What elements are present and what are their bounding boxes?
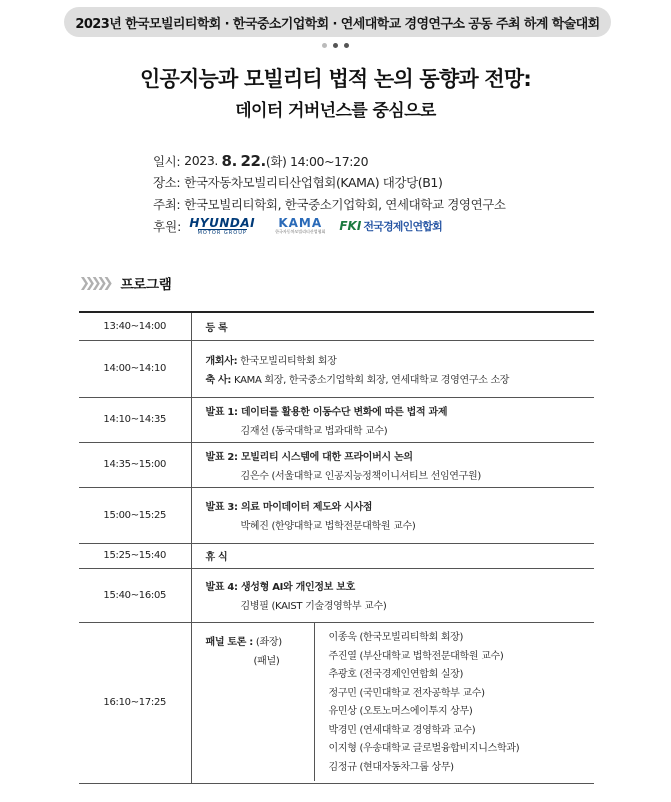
sponsor-label: 후원: [153,219,182,234]
conference-banner [64,7,611,37]
hyundai-logo [189,217,255,236]
banner-text: 2023년 한국모빌리티학회 · 한국중소기업학회 · 연세대학교 경영연구소 공동 주최 하계 학술대회 [75,16,600,32]
break-cell: 휴 식 [191,543,594,568]
page-dot-active[interactable] [333,43,338,48]
host-label: 주최: [153,196,181,212]
talk-title: 발표 1: 데이터를 활용한 이동수단 변화에 따른 법적 과제 [205,406,448,418]
talk-cell [191,442,594,487]
panel-member: 주진열 (부산대학교 법학전문대학원 교수) [328,650,504,662]
kama-logo [275,217,325,235]
hyundai-logo-sub: MOTOR GROUP [197,229,247,236]
panel-cell [191,622,594,783]
table-row [79,543,594,568]
date-label: 일시: [153,153,181,169]
time-cell: 13:40~14:00 [79,312,191,340]
page-indicator [322,43,349,48]
page-subtitle: 데이터 거버넌스를 중심으로 [235,101,436,121]
panel-member: 추광호 (전국경제인연합회 실장) [328,669,464,681]
date-month: 8. [221,151,237,170]
table-row [79,312,594,340]
date-year: 2023. [184,153,218,169]
table-row [79,487,594,543]
fki-logo-name: 전국경제인연합회 [363,220,442,233]
panel-label: 패널 토론 : [205,636,254,648]
section-title: 프로그램 [120,277,172,293]
talk-speaker: 박혜진 (한양대학교 법학전문대학원 교수) [240,521,416,532]
time-cell: 15:00~15:25 [79,487,191,543]
info-date-row [153,150,506,172]
info-host-row [153,193,506,215]
congrats-value: KAMA 회장, 한국중소기업학회 회장, 연세대학교 경영연구소 소장 [234,374,510,386]
table-row [79,397,594,442]
panel-member: 김정규 (현대자동차그룹 상무) [328,761,454,773]
time-cell: 15:25~15:40 [79,543,191,568]
page-dot[interactable] [322,43,327,48]
sponsor-row [153,213,442,239]
talk-cell [191,568,594,622]
panel-roles [206,623,314,781]
chevrons-icon: ❯❯❯❯❯ [79,275,109,291]
panel-members [314,623,520,781]
hyundai-logo-name: HYUNDAI [189,215,256,230]
panel-member: 정구민 (국민대학교 전자공학부 교수) [328,687,485,699]
host-value: 한국모빌리티학회, 한국중소기업학회, 연세대학교 경영연구소 [184,196,506,212]
panel-discussion [206,623,595,781]
table-row [79,568,594,622]
fki-logo [339,218,442,234]
table-row [79,340,594,397]
congrats-label: 축 사: [205,374,232,386]
registration-cell: 등 록 [191,312,594,340]
panel-role: (패널) [253,655,280,667]
page-dot-active[interactable] [344,43,349,48]
talk-title: 발표 4: 생성형 AI와 개인정보 보호 [205,582,355,593]
page-title: 인공지능과 모빌리티 법적 논의 동향과 전망: [140,67,531,91]
opening-value: 한국모빌리티학회 회장 [240,355,337,367]
event-info [153,150,506,215]
panel-member: 박경민 (연세대학교 경영학과 교수) [328,724,476,736]
program-table [79,311,594,784]
talk-cell [191,487,594,543]
kama-logo-name: KAMA [278,216,323,230]
talk-title: 발표 2: 모빌리티 시스템에 대한 프라이버시 논의 [205,451,413,463]
kama-logo-sub: 한국자동차모빌리티산업협회 [275,229,326,234]
time-cell: 14:35~15:00 [79,442,191,487]
chair-role: (좌장) [255,636,282,648]
info-venue-row [153,172,506,194]
talk-speaker: 김병필 (KAIST 기술경영학부 교수) [240,601,387,612]
time-cell: 16:10~17:25 [79,622,191,783]
talk-title: 발표 3: 의료 마이데이터 제도와 시사점 [205,502,373,513]
date-day: 22. [240,151,266,170]
fki-logo-mark: FKI [339,219,362,233]
panel-member: 이종욱 (한국모빌리티학회 회장) [328,632,464,644]
table-row [79,622,594,783]
talk-cell [191,397,594,442]
opening-cell [191,340,594,397]
time-cell: 14:10~14:35 [79,397,191,442]
date-rest: (화) 14:00~17:20 [265,153,369,169]
venue-value: 한국자동차모빌리티산업협회(KAMA) 대강당(B1) [184,175,443,191]
program-section-header [79,273,171,293]
talk-speaker: 김은수 (서울대학교 인공지능정책이니셔티브 선임연구원) [240,470,481,482]
time-cell: 15:40~16:05 [79,568,191,622]
opening-label: 개회사: [205,355,238,367]
venue-label: 장소: [153,175,181,191]
table-row [79,442,594,487]
time-cell: 14:00~14:10 [79,340,191,397]
panel-member: 유민상 (오토노머스에이투지 상무) [328,706,473,718]
panel-member: 이지형 (우송대학교 글로벌융합비지니스학과) [328,743,520,755]
talk-speaker: 김재선 (동국대학교 법과대학 교수) [240,425,388,437]
